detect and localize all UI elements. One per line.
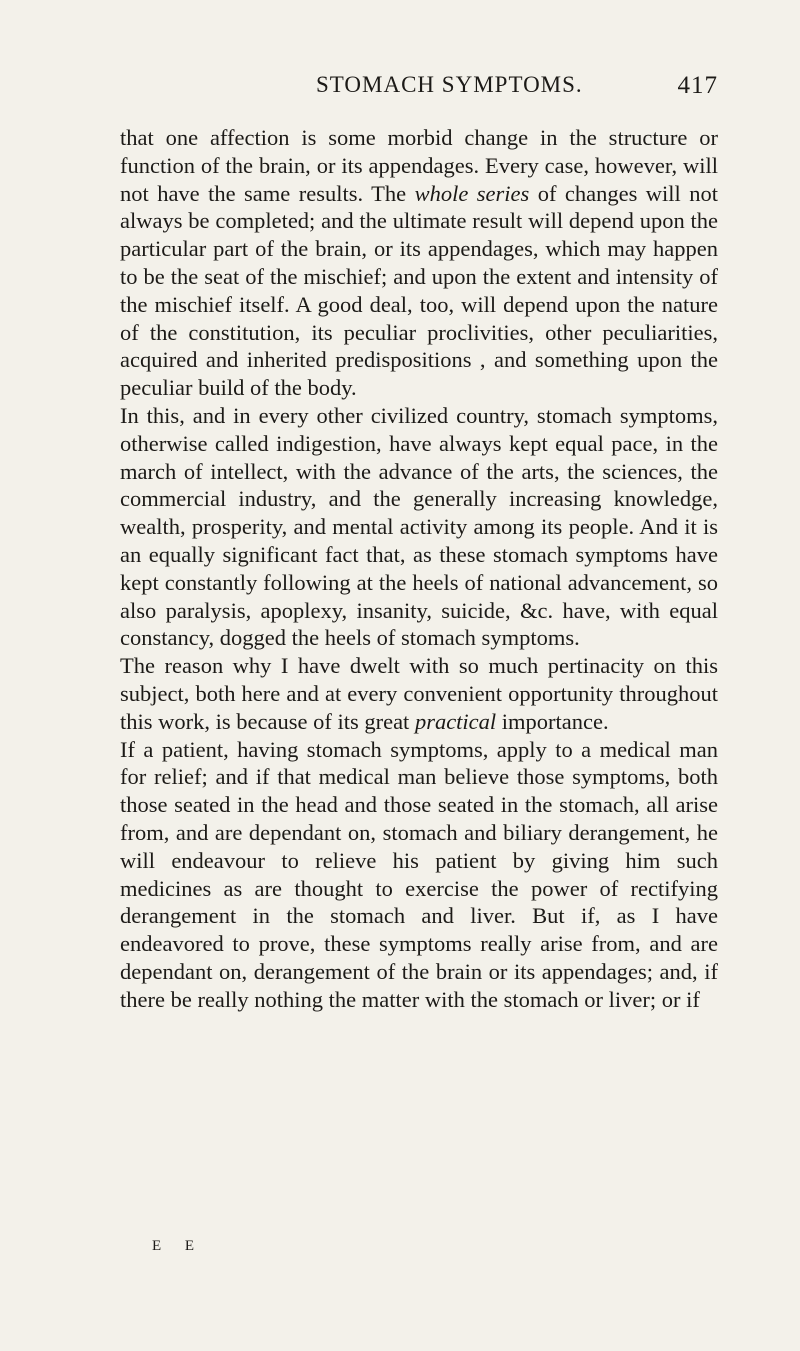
running-title: STOMACH SYMPTOMS. xyxy=(316,72,583,97)
emphasis-whole-series: whole series xyxy=(414,180,530,206)
page-number: 417 xyxy=(677,72,718,99)
paragraph-3-text-b: importance. xyxy=(496,708,609,734)
paragraph-4 xyxy=(120,736,718,1014)
body-text xyxy=(120,124,718,1014)
paragraph-1-text-a: that one affection is some morbid change in the structure or function of the brain, or its appendages. Every case, however, will not have the same results. The xyxy=(120,125,718,206)
paragraph-1 xyxy=(120,124,718,402)
paragraph-2-text: In this, and in every other civilized country, stomach symptoms, otherwise called indigestion, have always kept equal pace, in the march of intellect, with the advance of the arts, the sciences, the commercial industry, and the generally increasing knowledge, wealth, prosperity, and mental activity among its people. And it is an equally significant fact that, as these stomach symptoms have kept constantly following at the heels of national advancement, so also paralysis, apoplexy, insanity, suicide, &c. have, with equal constancy, dogged the heels of stomach symptoms. xyxy=(120,402,718,651)
signature-mark: E E xyxy=(152,1238,205,1254)
paragraph-3 xyxy=(120,652,718,735)
paragraph-4-text: If a patient, having stomach symptoms, apply to a medical man for relief; and if that medical man believe those symptoms, both those seated in the head and those seated in the stomach, all arise from, and are dependant on, stomach and biliary derangement, he will endeavour to relieve his patient by giving him such medicines as are thought to exercise the power of rectifying derangement in the stomach and liver. But if, as I have endeavored to prove, these symptoms really arise from, and are dependant on, derangement of the brain or its appendages; and, if there be really nothing the matter with the stomach or liver; or if xyxy=(120,736,718,1012)
running-header xyxy=(120,72,718,106)
emphasis-practical: practical xyxy=(414,708,497,734)
paragraph-2 xyxy=(120,402,718,652)
paragraph-3-text-a: The reason why I have dwelt with so much pertinacity on this subject, both here and at every convenient opportunity throughout this work, is because of its great xyxy=(120,653,718,734)
paragraph-1-text-b: of changes will not always be completed; and the ultimate result will depend upon the particular part of the brain, or its appendages, which may happen to be the seat of the mischief; and upon the extent and intensity of the mischief itself. A good deal, too, will depend upon the nature of the constitution, its peculiar proclivities, other peculiarities, acquired and inherited predispositions , and something upon the peculiar build of the body. xyxy=(120,180,718,401)
